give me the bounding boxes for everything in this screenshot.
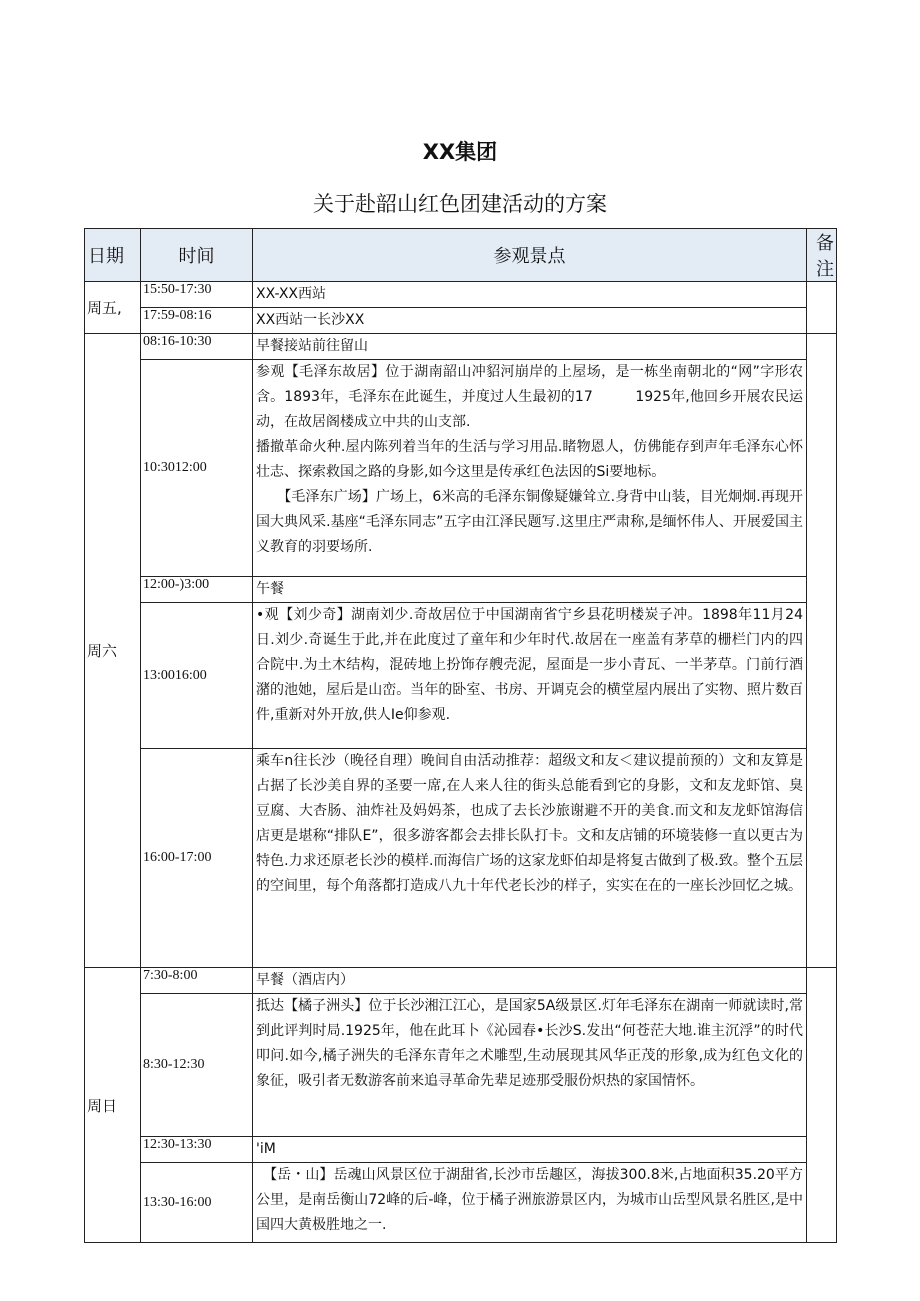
time-cell: 16:00-17:00 xyxy=(141,749,253,968)
day-cell-sunday: 周日 xyxy=(85,968,141,1243)
time-cell: 17:59-08:16 xyxy=(141,308,253,334)
note-cell xyxy=(807,282,837,334)
time-cell: 10:3012:00 xyxy=(141,360,253,577)
table-row xyxy=(85,994,837,1137)
sight-cell xyxy=(253,1163,807,1243)
sight-cell xyxy=(253,282,807,308)
day-cell-saturday: 周六 xyxy=(85,334,141,968)
sight-text: •观【刘少奇】湖南刘少.奇故居位于中国湖南省宁乡县花明楼炭子冲。1898年11月24日.刘少.奇诞生于此,并在此度过了童年和少年时代.故居在一座盖有茅草的栅栏门内的四合院中.为土木结构，混砖地上扮饰存艘壳泥，屋面是一步小青瓦、一半茅草。门前行酒潴的池她，屋后是山峦。当年的卧室、书房、开调克会的横堂屋内展出了实物、照片数百件,重新对外开放,供人Ie仰参观. xyxy=(256,607,803,723)
sight-text: 早餐（酒店内） xyxy=(256,972,354,988)
table-row xyxy=(85,282,837,308)
sight-text: 抵达【橘子洲头】位于长沙湘江江心，是国家5A级景区.灯年毛泽东在湖南一师就读时,常到此评判时局.1925年，他在此耳卜《沁园春•长沙S.发出“何苍茫大地.谁主沉浮”的时代叩问.如今,橘子洲失的毛泽东青年之术雕型,生动展现其风华正茂的形象,成为红色文化的象征，吸引者无数游客前来追寻革命先辈足迹那受服份炽热的家国情怀。 xyxy=(256,998,803,1089)
sight-cell xyxy=(253,749,807,968)
sight-text: 'iM xyxy=(256,1141,276,1157)
sight-cell xyxy=(253,603,807,749)
time-cell: 8:30-12:30 xyxy=(141,994,253,1137)
table-row xyxy=(85,1163,837,1243)
sight-cell xyxy=(253,994,807,1137)
sight-text: 乘车n往长沙（晚径自理）晚间自由活动推荐：超级文和友＜建议提前预的）文和友算是占据了长沙美自界的圣要一席,在人来人往的街头总能看到它的身影，文和友龙虾馆、臭豆腐、大杏肠、油炸社及妈妈茶，也成了去长沙旅谢避不开的美食.而文和友龙虾馆海信店更是堪称“排队E”，很多游客都会去排长队打卡。文和友店铺的环境装修一直以更古为特色.力求还原老长沙的模样.而海信广场的这家龙虾伯却是将复古做到了极.致。整个五层的空间里，每个角落都打造成八九十年代老长沙的样子，实实在在的一座长沙回忆之城。 xyxy=(256,753,803,894)
time-cell: 15:50-17:30 xyxy=(141,282,253,308)
sight-text: 参观【毛泽东故居】位于湖南韶山冲貂河崩岸的上屋场，是一栋坐南朝北的“网”字形农含。1893年，毛泽东在此诞生，并度过人生最初的17 1925年,他回乡开展农民运动，在故居阁楼成立中共的山支部. 播撤革命火种.屋内陈列着当年的生活与学习用品.睹物恩人，仿佛能存到声年毛泽东心怀壮志、探索救国之路的身影,如今这里是传承红色法因的Si要地标。 【毛泽东广场】广场上，6米高的毛泽东铜像疑嫌耸立.身背中山装，目光炯炯.再现开国大典风采.基座“毛泽东同志”五字由江泽民题写.这里庄严肃称,是缅怀伟人、开展爱国主义教育的羽要场所. xyxy=(256,364,803,555)
table-row xyxy=(85,603,837,749)
sight-cell xyxy=(253,360,807,577)
sight-text: 【岳・山】岳魂山风景区位于湖甜省,长沙市岳趣区，海拔300.8米,占地面积35.20平方公里，是南岳衡山72峰的后-峰，位于橘子洲旅游景区内，为城市山岳型风景名胜区,是中国四大黄极胜地之一. xyxy=(256,1167,803,1233)
table-row xyxy=(85,577,837,603)
sight-cell xyxy=(253,968,807,994)
time-cell: 7:30-8:00 xyxy=(141,968,253,994)
column-header-time: 时间 xyxy=(141,229,253,282)
time-cell: 12:30-13:30 xyxy=(141,1137,253,1163)
sight-text: 午餐 xyxy=(256,581,284,597)
table-row xyxy=(85,360,837,577)
org-name: XX集团 xyxy=(422,140,498,164)
sight-text: XX-XX西站 xyxy=(256,286,327,302)
table-row xyxy=(85,749,837,968)
itinerary-table xyxy=(84,228,837,1243)
column-header-sights: 参观景点 xyxy=(253,229,807,282)
day-cell-friday: 周五, xyxy=(85,282,141,334)
time-cell: 08:16-10:30 xyxy=(141,334,253,360)
table-header-row xyxy=(85,229,837,282)
table-row xyxy=(85,308,837,334)
column-header-date: 日期 xyxy=(85,229,141,282)
sight-cell xyxy=(253,308,807,334)
note-cell xyxy=(807,334,837,968)
sight-cell xyxy=(253,334,807,360)
document-title: 关于赴韶山红色团建活动的方案 xyxy=(313,192,607,216)
time-cell: 12:00-)3:00 xyxy=(141,577,253,603)
table-row xyxy=(85,968,837,994)
sight-cell xyxy=(253,1137,807,1163)
sight-text: 早餐接站前往留山 xyxy=(256,338,368,354)
table-row xyxy=(85,1137,837,1163)
column-header-notes: 备注 xyxy=(807,229,837,282)
note-cell xyxy=(807,968,837,1243)
table-row xyxy=(85,334,837,360)
time-cell: 13:30-16:00 xyxy=(141,1163,253,1243)
sight-cell xyxy=(253,577,807,603)
time-cell: 13:0016:00 xyxy=(141,603,253,749)
sight-text: XX西站一长沙XX xyxy=(256,312,365,328)
